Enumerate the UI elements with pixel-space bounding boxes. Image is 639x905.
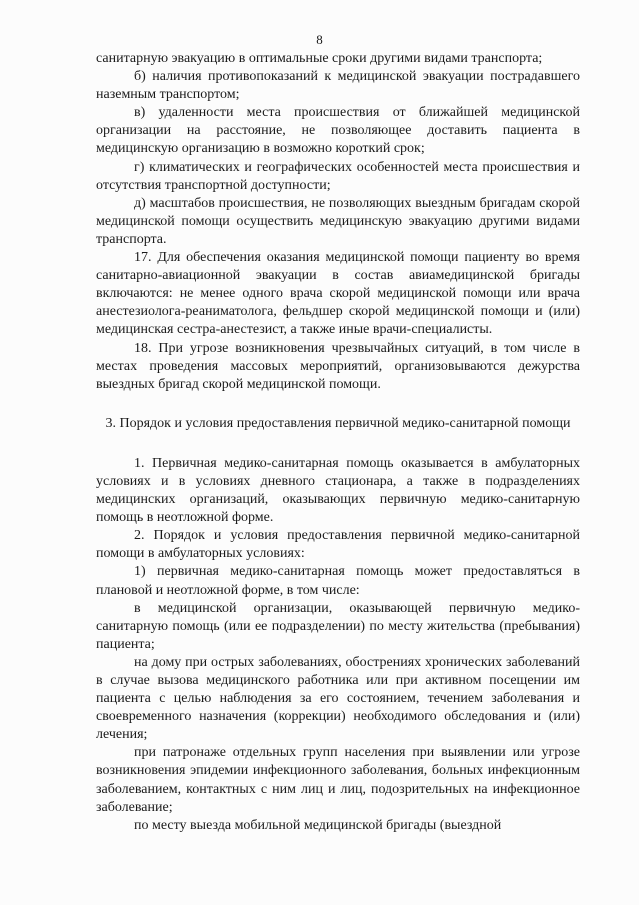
paragraph-section-1: 1. Первичная медико-санитарная помощь оказывается в амбулаторных условиях и в условиях дневного стационара, а также в подразделениях медицинских организаций, оказывающих первичную медико-санитарную помощь в неотложной форме. <box>96 455 580 526</box>
paragraph-subitem-patronage: при патронаже отдельных групп населения при выявлении или угрозе возникновения эпидемии инфекционного заболевания, больных инфекционным заболеванием, контактных с ним лиц и лиц, подозрительных на инфекционное заболевание; <box>96 745 580 815</box>
paragraph-item-g: г) климатических и географических особенностей места происшествия и отсутствия транспортной доступности; <box>96 159 580 193</box>
paragraph-section-2: 2. Порядок и условия предоставления первичной медико-санитарной помощи в амбулаторных условиях: <box>96 528 580 562</box>
paragraph-item-b: б) наличия противопоказаний к медицинской эвакуации пострадавшего наземным транспортом; <box>96 69 580 103</box>
spacer <box>96 394 580 415</box>
paragraph-subitem-1: 1) первичная медико-санитарная помощь может предоставляться в плановой и неотложной форме, в том числе: <box>96 564 580 598</box>
spacer <box>96 433 580 455</box>
paragraph-18: 18. При угрозе возникновения чрезвычайных ситуаций, в том числе в местах проведения массовых мероприятий, организовываются дежурства выездных бригад скорой медицинской помощи. <box>96 340 580 392</box>
paragraph-subitem-clinic: в медицинской организации, оказывающей первичную медико-санитарную помощь (или ее подразделении) по месту жительства (пребывания) пациента; <box>96 600 580 652</box>
paragraph-item-d: д) масштабов происшествия, не позволяющих выездным бригадам скорой медицинской помощи осуществить медицинскую эвакуацию другими видами транспорта. <box>96 195 580 247</box>
paragraph-subitem-mobile: по месту выезда мобильной медицинской бригады (выездной <box>134 817 502 833</box>
paragraph-item-v: в) удаленности места происшествия от ближайшей медицинской организации на расстояние, не позволяющее доставить пациента в медицинскую организацию в возможно короткий срок; <box>96 105 580 157</box>
section-heading: 3. Порядок и условия предоставления первичной медико-санитарной помощи <box>105 415 571 431</box>
paragraph-subitem-home: на дому при острых заболеваниях, обострениях хронических заболеваний в случае вызова медицинского работника или при активном посещении им пациента с целью наблюдения за его состоянием, течением заболевания и своевременного назначения (коррекции) необходимого обследования и (или) лечения; <box>96 654 580 743</box>
paragraph-continuation: санитарную эвакуацию в оптимальные сроки другими видами транспорта; <box>96 51 543 66</box>
document-body <box>96 50 580 835</box>
page-number: 8 <box>316 32 323 47</box>
paragraph-17: 17. Для обеспечения оказания медицинской помощи пациенту во время санитарно-авиационной эвакуации в состав авиамедицинской бригады включаются: не менее одного врача скорой медицинской помощи или врача анестезиолога-реаниматолога, фельдшер скорой медицинской помощи и (или) медицинская сестра-анестезист, а также иные врачи-специалисты. <box>96 250 580 338</box>
